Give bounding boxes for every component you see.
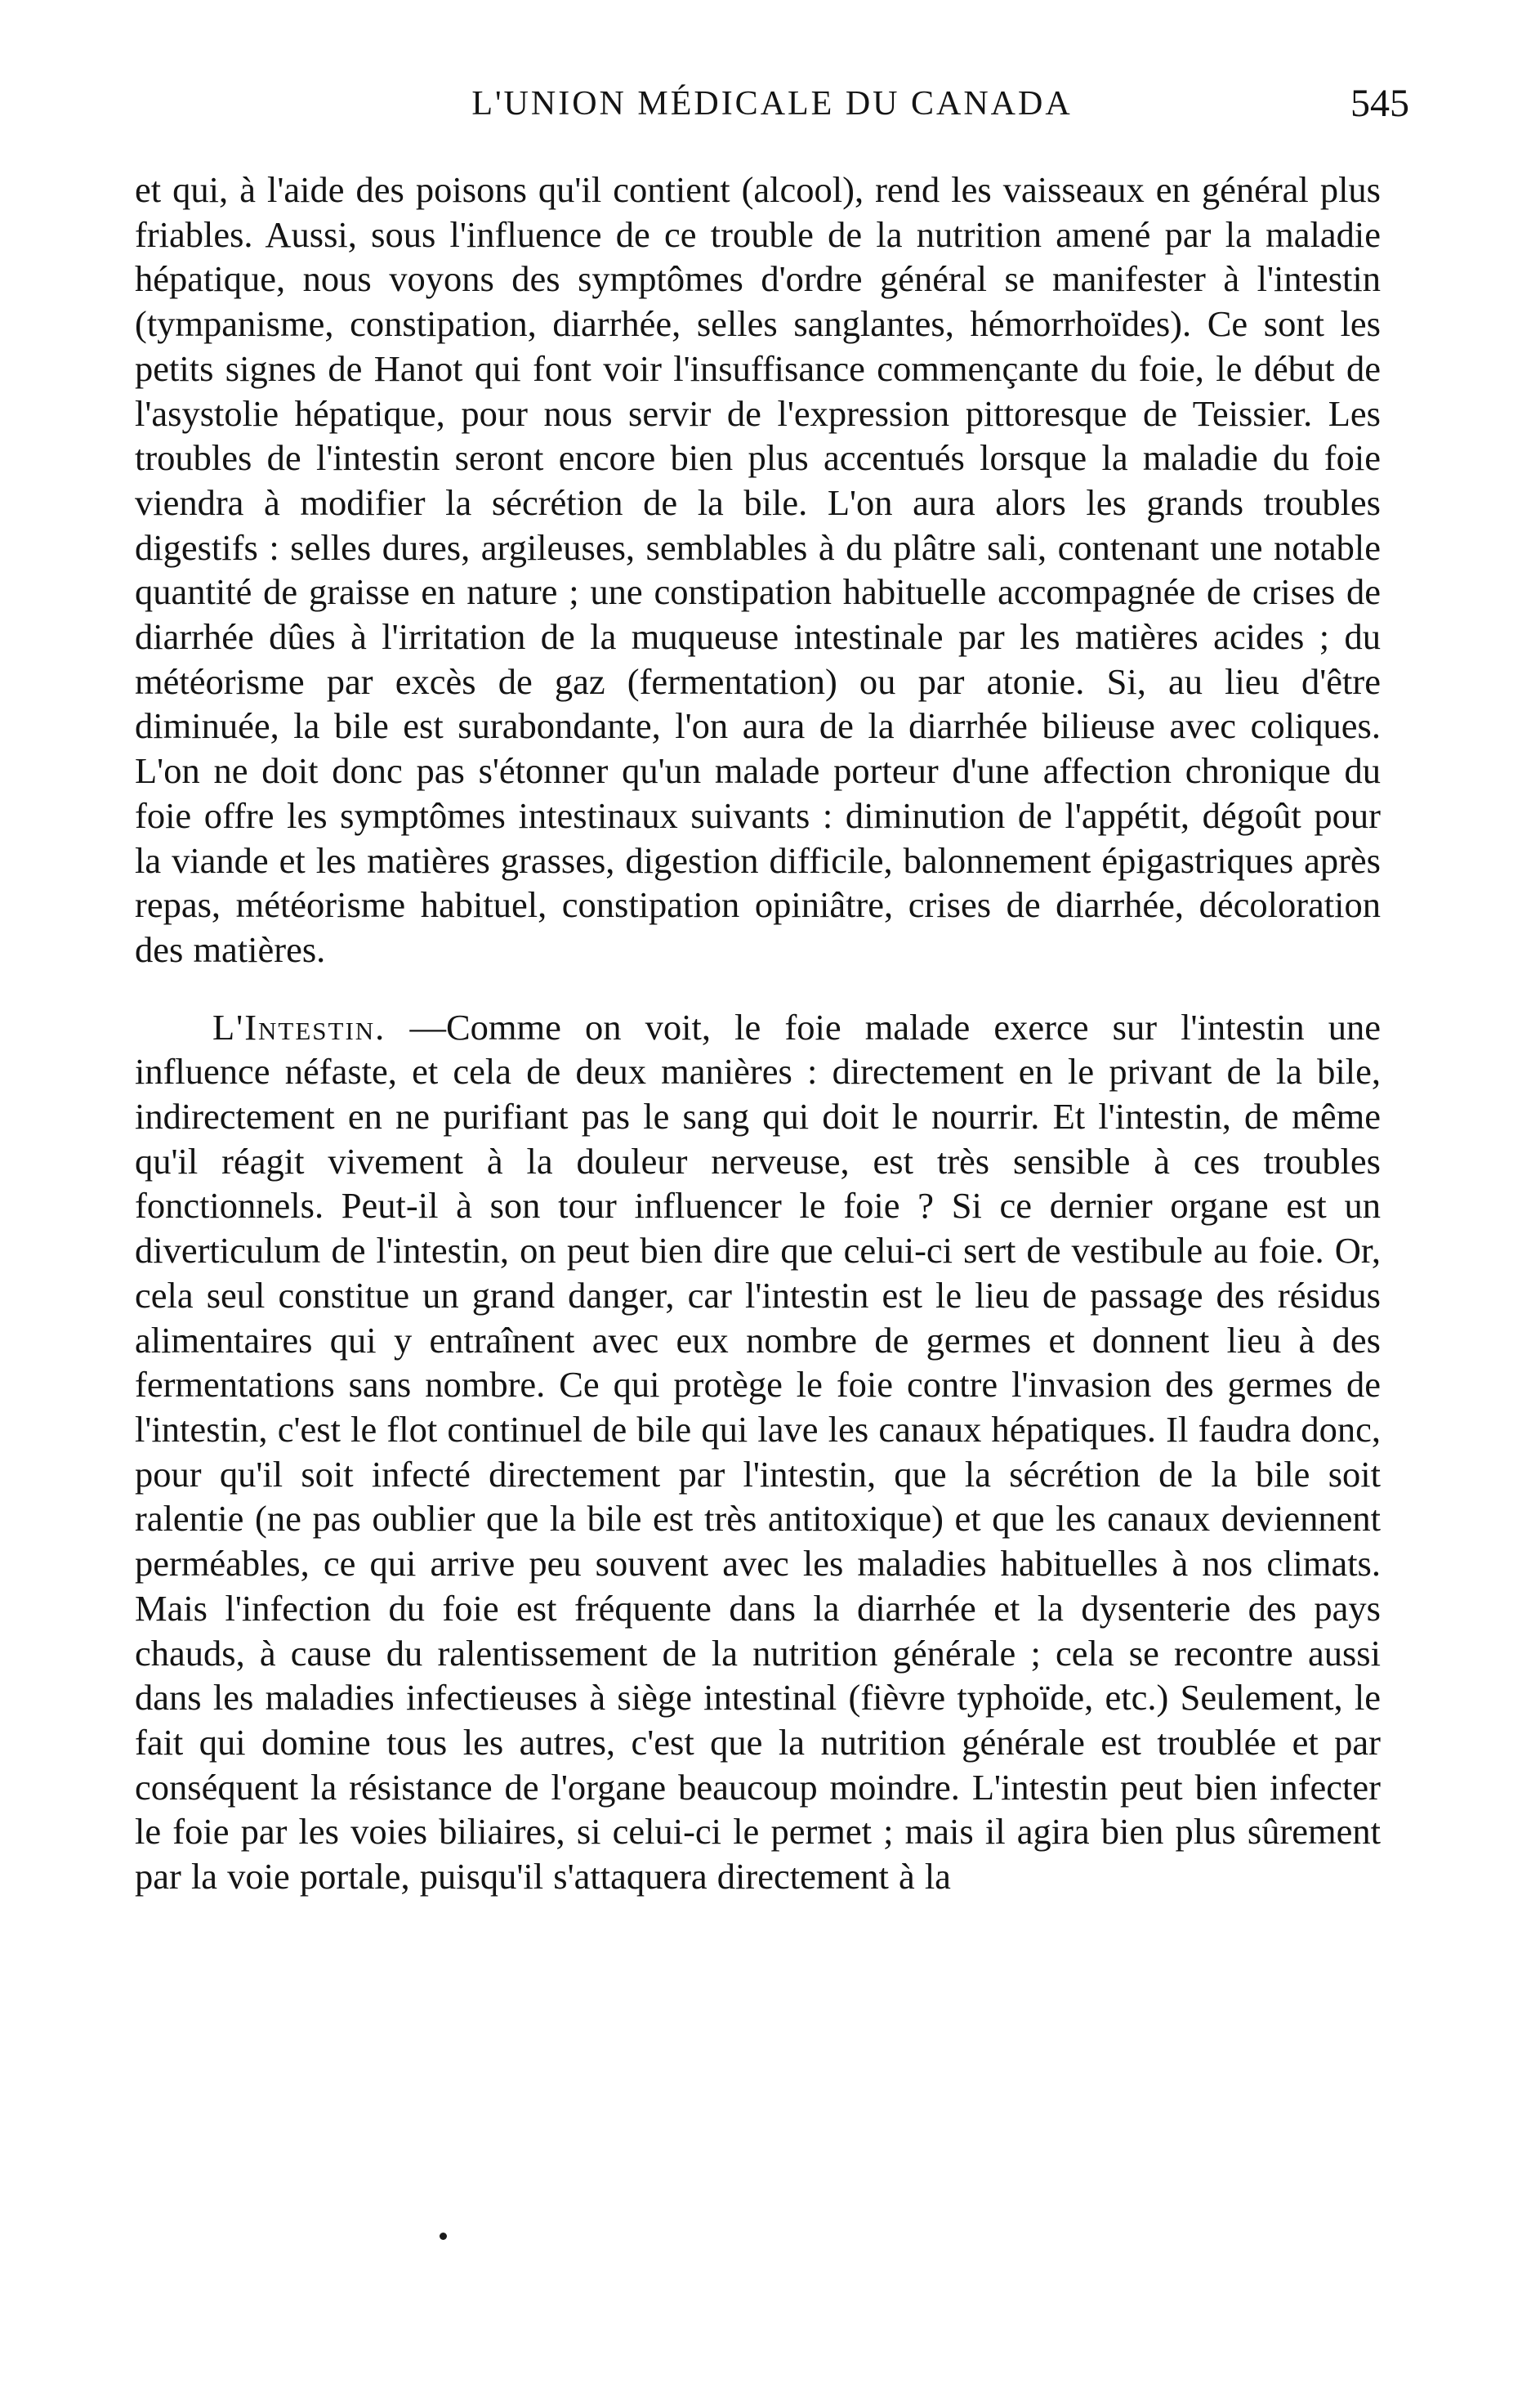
paragraph-intestin-text: —Comme on voit, le foie malade exerce sur l'intestin une influence néfaste, et cela de deux manières : directement en le privant de la bile, indirectement en ne purifiant pas le sang qui doit le nourrir. Et l'intestin, de même qu'il réagit vivement à la douleur nerveuse, est très sensible à ces troubles fonctionnels. Peut-il à son tour influencer le foie ? Si ce dernier organe est un diverticulum de l'intestin, on peut bien dire que celui-ci sert de vestibule au foie. Or, cela seul constitue un grand danger, car l'intestin est le lieu de passage des résidus alimentaires qui y entraînent avec eux nombre de germes et donnent lieu à des fermentations sans nombre. Ce qui protège le foie contre l'invasion des germes de l'intestin, c'est le flot continuel de bile qui lave les canaux hépatiques. Il faudra donc, pour qu'il soit infecté directement par l'intestin, que la sécrétion de la bile soit ralentie (ne pas oublier que la bile est très antitoxique) et que les canaux deviennent perméables, ce qui arrive peu souvent avec les maladies habituelles à nos climats. Mais l'infection du foie est fréquente dans la diarrhée et la dysenterie des pays chauds, à cause du ralentissement de la nutrition générale ; cela se recontre aussi dans les maladies infectieuses à siège intestinal (fièvre typhoïde, etc.) Seulement, le fait qui domine tous les autres, c'est que la nutrition générale est troublée et par conséquent la résistance de l'organe beaucoup moindre. L'intestin peut bien infecter le foie par les voies biliaires, si celui-ci le permet ; mais il agira bien plus sûrement par la voie portale, puisqu'il s'attaquera directement à la (135, 1006, 1381, 1898)
section-heading-intestin: L'Intestin. (212, 1006, 386, 1048)
running-header (135, 78, 1409, 135)
page-number: 545 (1350, 82, 1409, 125)
journal-title: L'UNION MÉDICALE DU CANADA (471, 85, 1073, 123)
article-body (135, 168, 1381, 1899)
paragraph-nutrition: et qui, à l'aide des poisons qu'il contient (alcool), rend les vaisseaux en général plus friables. Aussi, sous l'influence de ce trouble de la nutrition amené par la maladie hépatique, nous voyons des symptômes d'ordre général se manifester à l'intestin (tympanisme, constipation, diarrhée, selles sanglantes, hémorrhoïdes). Ce sont les petits signes de Hanot qui font voir l'insuffisance commençante du foie, le début de l'asystolie hépatique, pour nous servir de l'expression pittoresque de Teissier. Les troubles de l'intestin seront encore bien plus accentués lorsque la maladie du foie viendra à modifier la sécrétion de la bile. L'on aura alors les grands troubles digestifs : selles dures, argileuses, semblables à du plâtre sali, contenant une notable quantité de graisse en nature ; une constipation habituelle accompagnée de crises de diarrhée dûes à l'irritation de la muqueuse intestinale par les matières acides ; du météorisme par excès de gaz (fermentation) ou par atonie. Si, au lieu d'être diminuée, la bile est surabondante, l'on aura de la diarrhée bilieuse avec coliques. L'on ne doit donc pas s'étonner qu'un malade porteur d'une affection chronique du foie offre les symptômes intestinaux suivants : diminution de l'appétit, dégoût pour la viande et les matières grasses, digestion difficile, balonnement épigastriques après repas, météorisme habituel, constipation opiniâtre, crises de diarrhée, décoloration des matières. (135, 169, 1381, 970)
print-dot (440, 2233, 447, 2240)
paragraph-intestin (135, 1005, 1381, 1899)
